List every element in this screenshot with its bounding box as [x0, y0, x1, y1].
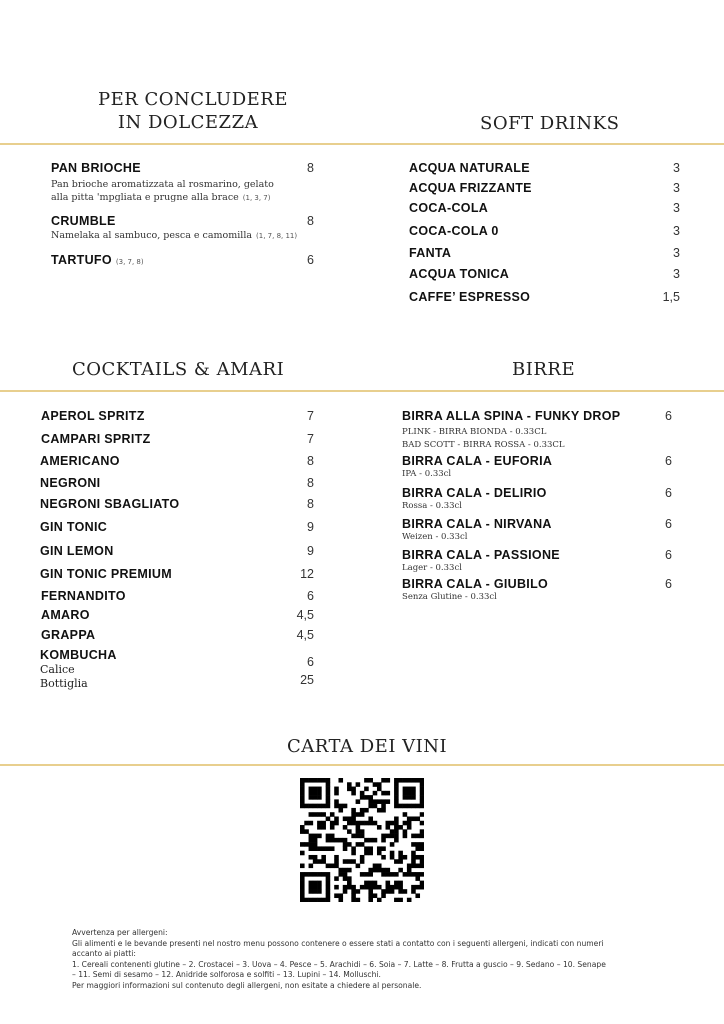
menu-item-name: GIN TONIC PREMIUM	[40, 567, 172, 581]
menu-item-price: 3	[673, 201, 680, 215]
menu-item-price: 7	[307, 432, 314, 446]
menu-item-price: 8	[307, 454, 314, 468]
menu-item-name-text: TARTUFO	[51, 253, 112, 267]
menu-item-name: COCA-COLA 0	[409, 224, 499, 238]
menu-item-name: CRUMBLE	[51, 214, 116, 228]
menu-item-price: 1,5	[662, 290, 680, 304]
menu-item-description-text: alla pitta 'mpgliata e prugne alla brace	[51, 192, 239, 203]
menu-item-name: FERNANDITO	[41, 589, 126, 603]
menu-item-price: 3	[673, 267, 680, 281]
menu-item-variant: Calice	[40, 663, 75, 676]
menu-item-name: BIRRA ALLA SPINA - FUNKY DROP	[402, 409, 621, 423]
menu-item-price: 8	[307, 214, 314, 228]
menu-item-variant: IPA - 0.33cl	[402, 469, 452, 479]
menu-item-price: 4,5	[296, 628, 314, 642]
menu-item-price: 12	[300, 567, 314, 581]
menu-item-price: 8	[307, 476, 314, 490]
menu-item-description	[51, 191, 271, 205]
menu-item-name: PAN BRIOCHE	[51, 161, 141, 175]
menu-item-name: GIN LEMON	[40, 544, 114, 558]
divider-rule-top	[0, 143, 724, 145]
allergen-notice-line: Avvertenza per allergeni:	[72, 928, 168, 937]
menu-item-name: ACQUA TONICA	[409, 267, 510, 281]
menu-item-name: NEGRONI SBAGLIATO	[40, 497, 180, 511]
menu-item-name: KOMBUCHA	[40, 648, 117, 662]
menu-item-price: 8	[307, 497, 314, 511]
allergen-notice-line: Gli alimenti e le bevande presenti nel nostro menu possono contenere o essere stati a contatto con i seguenti allergeni, indicati con numeri	[72, 938, 604, 948]
menu-item-price: 7	[307, 409, 314, 423]
menu-item-price: 6	[665, 409, 672, 423]
menu-item-name: BIRRA CALA - GIUBILO	[402, 577, 549, 591]
menu-item-price: 3	[673, 246, 680, 260]
dolci-title-line1: PER CONCLUDERE	[98, 89, 288, 110]
menu-item-variant: Bottiglia	[40, 677, 88, 690]
menu-item-name: CAFFE’ ESPRESSO	[409, 290, 531, 304]
allergen-codes: (1, 3, 7)	[242, 194, 271, 202]
dolci-title	[98, 88, 288, 134]
menu-item-name: AMERICANO	[40, 454, 120, 468]
dolci-title-line2: IN DOLCEZZA	[117, 112, 259, 133]
menu-item-price: 4,5	[296, 608, 314, 622]
menu-item-price: 6	[665, 517, 672, 531]
menu-item-price: 6	[307, 253, 314, 267]
allergen-notice-line: 1. Cereali contenenti glutine – 2. Crostacei – 3. Uova – 4. Pesce – 5. Arachidi – 6. Soia – 7. Latte – 8. Frutta a guscio – 9. Sedano – 10. Senape	[72, 959, 606, 969]
menu-item-name: FANTA	[409, 246, 452, 260]
menu-item-variant: Rossa - 0.33cl	[402, 501, 462, 511]
menu-item-name: BIRRA CALA - PASSIONE	[402, 548, 560, 562]
allergen-codes: (3, 7, 8)	[115, 258, 144, 266]
menu-item-price: 6	[665, 548, 672, 562]
menu-item-name: APEROL SPRITZ	[41, 409, 145, 423]
allergen-notice-line: – 11. Semi di sesamo – 12. Anidride solforosa e solfiti – 13. Lupini – 14. Molluschi.	[72, 970, 381, 980]
menu-item-name: COCA-COLA	[409, 201, 489, 215]
menu-item-name: AMARO	[41, 608, 90, 622]
allergen-codes: (1, 7, 8, 11)	[256, 232, 298, 240]
divider-rule-bottom	[0, 764, 724, 766]
divider-rule-middle	[0, 390, 724, 392]
menu-item-name: BIRRA CALA - EUFORIA	[402, 454, 553, 468]
menu-item-price: 6	[665, 577, 672, 591]
carta-vini-title: CARTA DEI VINI	[287, 736, 448, 757]
menu-item-variant: Weizen - 0.33cl	[402, 532, 468, 542]
menu-item-name: GRAPPA	[41, 628, 96, 642]
menu-item-name: BIRRA CALA - DELIRIO	[402, 486, 547, 500]
menu-item-description: Pan brioche aromatizzata al rosmarino, gelato	[51, 179, 274, 190]
menu-item-name: ACQUA NATURALE	[409, 161, 530, 175]
menu-item-description	[51, 229, 297, 243]
menu-item-price: 3	[673, 161, 680, 175]
wine-list-qr-code[interactable]	[300, 778, 424, 902]
allergen-notice-line: Per maggiori informazioni sul contenuto degli allergeni, non esitate a chiedere al personale.	[72, 980, 422, 990]
allergen-notice-line: accanto ai piatti:	[72, 949, 136, 959]
menu-item-price: 8	[307, 161, 314, 175]
menu-item-name: NEGRONI	[40, 476, 101, 490]
menu-item-name: GIN TONIC	[40, 520, 108, 534]
menu-item-description-text: Namelaka al sambuco, pesca e camomilla	[51, 230, 253, 241]
menu-item-variant: PLINK - BIRRA BIONDA - 0.33CL	[402, 427, 547, 437]
menu-item-price: 9	[307, 544, 314, 558]
menu-item-variant: BAD SCOTT - BIRRA ROSSA - 0.33CL	[402, 440, 565, 450]
menu-item-price: 6	[665, 454, 672, 468]
menu-item-price: 6	[665, 486, 672, 500]
soft-drinks-title: SOFT DRINKS	[480, 113, 620, 134]
menu-item-price: 25	[300, 673, 314, 687]
menu-item-name	[51, 253, 144, 267]
menu-item-price: 3	[673, 181, 680, 195]
menu-item-variant: Lager - 0.33cl	[402, 563, 462, 573]
menu-item-price: 3	[673, 224, 680, 238]
birre-title: BIRRE	[512, 359, 576, 380]
qr-code-icon	[300, 778, 424, 902]
menu-item-name: BIRRA CALA - NIRVANA	[402, 517, 552, 531]
menu-item-price: 6	[307, 589, 314, 603]
menu-item-price: 6	[307, 655, 314, 669]
menu-item-price: 9	[307, 520, 314, 534]
cocktails-title: COCKTAILS & AMARI	[72, 359, 285, 380]
menu-item-name: ACQUA FRIZZANTE	[409, 181, 532, 195]
allergen-notice	[72, 928, 662, 992]
menu-item-variant: Senza Glutine - 0.33cl	[402, 592, 497, 602]
menu-item-name: CAMPARI SPRITZ	[41, 432, 151, 446]
